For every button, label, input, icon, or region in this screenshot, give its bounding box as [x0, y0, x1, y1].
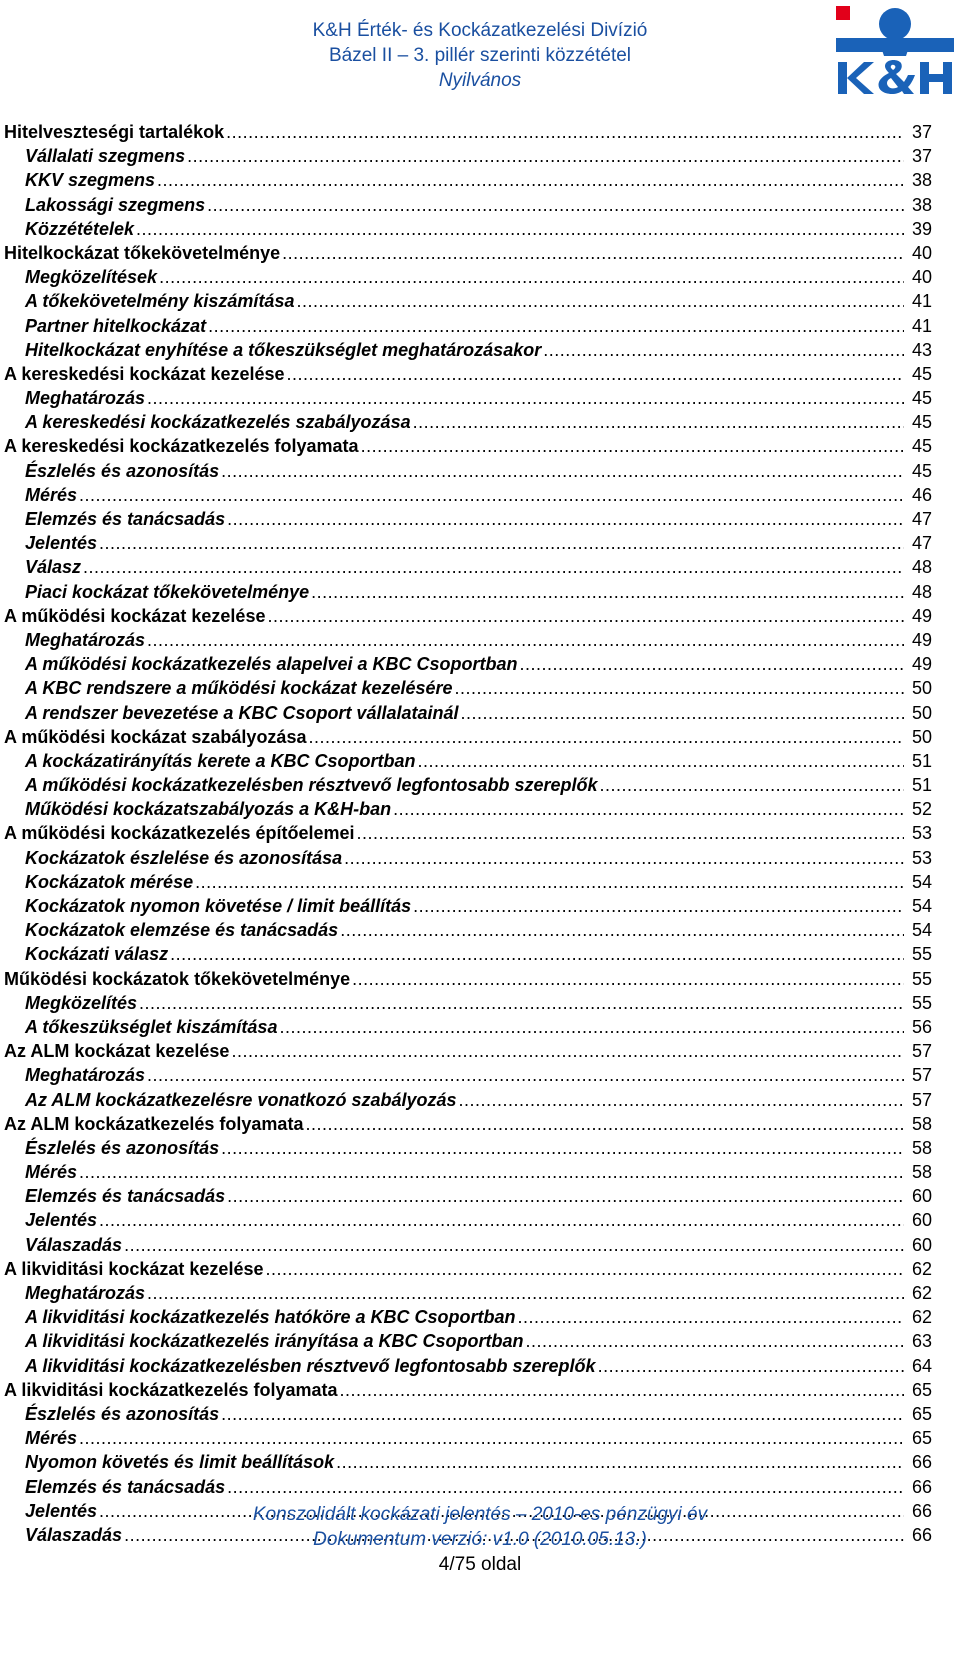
toc-entry-title: Kockázatok nyomon követése / limit beállítás	[25, 896, 412, 916]
toc-entry[interactable]	[4, 918, 932, 942]
toc-entry[interactable]	[4, 652, 932, 676]
toc-entry-title: A működési kockázat szabályozása	[4, 726, 307, 747]
toc-entry-page: 49	[911, 605, 932, 626]
toc-entry[interactable]	[4, 1305, 932, 1329]
toc-entry[interactable]	[4, 628, 932, 652]
toc-dot-leader	[361, 434, 904, 458]
toc-entry-page: 47	[911, 533, 932, 554]
toc-dot-leader	[357, 821, 905, 845]
toc-entry-title: Elemzés és tanácsadás	[25, 1476, 226, 1497]
toc-entry-title: Az ALM kockázatkezelés folyamata	[4, 1113, 304, 1134]
toc-entry-page: 41	[911, 291, 932, 312]
toc-dot-leader	[159, 265, 904, 289]
toc-dot-leader	[147, 1063, 904, 1087]
toc-entry[interactable]	[4, 314, 932, 338]
toc-entry-title: Lakossági szegmens	[25, 194, 206, 215]
toc-entry-title: Válaszadás	[25, 1234, 123, 1255]
toc-entry[interactable]	[4, 701, 932, 725]
toc-entry-page: 53	[911, 847, 932, 868]
toc-dot-leader	[526, 1329, 904, 1353]
toc-entry[interactable]	[4, 338, 932, 362]
report-title: Konszolidált kockázati jelentés – 2010-es pénzügyi év	[252, 1504, 708, 1525]
toc-entry-title: A kereskedési kockázat kezelése	[4, 363, 285, 384]
toc-entry-title: A likviditási kockázatkezelés hatóköre a KBC Csoportban	[25, 1307, 516, 1328]
toc-entry[interactable]	[4, 846, 932, 870]
toc-dot-leader	[99, 531, 904, 555]
toc-entry-title: KKV szegmens	[25, 170, 156, 191]
toc-entry-page: 40	[911, 267, 932, 288]
toc-entry-page: 65	[911, 1379, 932, 1400]
toc-dot-leader	[600, 773, 904, 797]
toc-dot-leader	[227, 1475, 904, 1499]
toc-entry[interactable]	[4, 410, 932, 434]
toc-entry-title: Válaszadás	[25, 1524, 123, 1545]
toc-entry[interactable]	[4, 1450, 932, 1474]
toc-entry[interactable]	[4, 1015, 932, 1039]
toc-dot-leader	[265, 1257, 904, 1281]
toc-entry-page: 54	[911, 871, 932, 892]
toc-entry-title: A működési kockázatkezelésben résztvevő legfontosabb szereplők	[25, 775, 598, 796]
toc-dot-leader	[455, 676, 904, 700]
toc-entry-page: 37	[911, 122, 932, 142]
toc-entry-page: 60	[911, 1210, 932, 1231]
toc-entry-title: Jelentés	[25, 1210, 98, 1231]
toc-entry-title: A likviditási kockázatkezelés folyamata	[4, 1379, 338, 1400]
toc-entry-title: Észlelés és azonosítás	[25, 1137, 220, 1158]
toc-entry-title: Hitelkockázat enyhítése a tőkeszükséglet meghatározásakor	[25, 339, 542, 360]
toc-entry-page: 56	[911, 1016, 932, 1037]
toc-entry-title: A likviditási kockázat kezelése	[4, 1258, 264, 1279]
toc-entry-page: 60	[911, 1234, 932, 1255]
toc-entry[interactable]	[4, 507, 932, 531]
toc-entry-title: Mérés	[25, 484, 78, 505]
toc-entry[interactable]	[4, 942, 932, 966]
toc-dot-leader	[79, 1426, 904, 1450]
toc-entry[interactable]	[4, 1257, 932, 1281]
toc-entry[interactable]	[4, 580, 932, 604]
toc-entry[interactable]	[4, 604, 932, 628]
toc-entry[interactable]	[4, 1208, 932, 1232]
toc-entry-page: 58	[911, 1162, 932, 1183]
toc-entry-title: Mérés	[25, 1162, 78, 1183]
toc-dot-leader	[83, 555, 904, 579]
toc-entry-page: 55	[911, 968, 932, 989]
toc-entry[interactable]	[4, 1402, 932, 1426]
toc-entry-title: A tőkekövetelmény kiszámítása	[25, 291, 295, 312]
toc-entry[interactable]	[4, 386, 932, 410]
toc-entry-title: Jelentés	[25, 1500, 98, 1521]
toc-entry-title: Elemzés és tanácsadás	[25, 1186, 226, 1207]
toc-dot-leader	[543, 338, 904, 362]
toc-dot-leader	[139, 991, 904, 1015]
toc-dot-leader	[147, 386, 904, 410]
toc-entry-page: 65	[911, 1403, 932, 1424]
toc-entry[interactable]	[4, 168, 932, 192]
toc-entry-title: Működési kockázatszabályozás a K&H-ban	[25, 799, 392, 820]
toc-entry-page: 66	[911, 1452, 932, 1473]
toc-dot-leader	[305, 1112, 904, 1136]
toc-entry-page: 65	[911, 1428, 932, 1449]
table-of-contents	[4, 120, 932, 1547]
toc-dot-leader	[231, 1039, 904, 1063]
toc-entry-page: 57	[911, 1041, 932, 1062]
toc-dot-leader	[187, 144, 904, 168]
toc-entry[interactable]	[4, 1160, 932, 1184]
toc-entry[interactable]	[4, 991, 932, 1015]
toc-dot-leader	[170, 942, 904, 966]
toc-entry-page: 47	[911, 509, 932, 529]
toc-entry[interactable]	[4, 555, 932, 579]
toc-entry-title: Az ALM kockázatkezelésre vonatkozó szabályozás	[25, 1089, 457, 1110]
toc-entry-title: Kockázati válasz	[25, 944, 169, 965]
toc-entry-title: A likviditási kockázatkezelés irányítása a KBC Csoportban	[25, 1331, 524, 1352]
toc-entry-title: Megközelítés	[25, 992, 138, 1013]
toc-entry-page: 45	[911, 412, 932, 433]
toc-entry-title: Meghatározás	[25, 1065, 146, 1086]
toc-dot-leader	[518, 1305, 905, 1329]
toc-dot-leader	[336, 1450, 904, 1474]
toc-entry-page: 45	[911, 388, 932, 409]
toc-entry-title: Észlelés és azonosítás	[25, 1403, 220, 1424]
toc-entry-page: 45	[911, 363, 932, 384]
toc-dot-leader	[413, 410, 904, 434]
toc-entry-title: Az ALM kockázat kezelése	[4, 1041, 230, 1062]
toc-entry[interactable]	[4, 870, 932, 894]
toc-entry[interactable]	[4, 217, 932, 241]
toc-dot-leader	[308, 725, 904, 749]
toc-dot-leader	[598, 1354, 904, 1378]
toc-entry-page: 37	[911, 146, 932, 167]
toc-entry-title: Meghatározás	[25, 388, 146, 409]
toc-dot-leader	[282, 241, 904, 265]
toc-entry-title: Jelentés	[25, 533, 98, 554]
division-name: K&H Érték- és Kockázatkezelési Divízió	[312, 20, 648, 41]
toc-dot-leader	[296, 289, 904, 313]
toc-dot-leader	[352, 967, 904, 991]
toc-entry-page: 39	[911, 218, 932, 239]
toc-entry-title: Meghatározás	[25, 629, 146, 650]
toc-entry-title: Kockázatok mérése	[25, 871, 194, 892]
toc-entry-page: 41	[911, 315, 932, 336]
page-footer	[180, 1502, 780, 1577]
toc-entry-page: 48	[911, 581, 932, 602]
toc-entry-title: Hitelkockázat tőkekövetelménye	[4, 242, 281, 263]
toc-entry-page: 49	[911, 654, 932, 675]
toc-dot-leader	[287, 362, 904, 386]
toc-dot-leader	[311, 580, 904, 604]
toc-entry-title: A működési kockázatkezelés építőelemei	[4, 823, 355, 844]
toc-entry[interactable]	[4, 289, 932, 313]
toc-entry-page: 40	[911, 242, 932, 263]
toc-entry-title: A KBC rendszere a működési kockázat kezelésére	[25, 678, 453, 699]
toc-entry[interactable]	[4, 1354, 932, 1378]
toc-entry-title: Kockázatok elemzése és tanácsadás	[25, 920, 339, 941]
toc-entry-page: 57	[911, 1089, 932, 1110]
toc-entry-page: 43	[911, 339, 932, 360]
toc-entry-page: 38	[911, 194, 932, 215]
toc-entry[interactable]	[4, 265, 932, 289]
toc-entry-page: 64	[911, 1355, 932, 1376]
page-header	[0, 0, 960, 110]
toc-entry[interactable]	[4, 1039, 932, 1063]
toc-entry[interactable]	[4, 1281, 932, 1305]
toc-entry[interactable]	[4, 749, 932, 773]
toc-entry-page: 58	[911, 1137, 932, 1158]
toc-entry-page: 53	[911, 823, 932, 844]
toc-entry-page: 50	[911, 678, 932, 699]
toc-dot-leader	[227, 1184, 904, 1208]
toc-dot-leader	[340, 918, 904, 942]
toc-dot-leader	[227, 507, 904, 531]
toc-entry[interactable]	[4, 725, 932, 749]
toc-entry[interactable]	[4, 1088, 932, 1112]
toc-dot-leader	[221, 1136, 904, 1160]
toc-entry-page: 66	[911, 1500, 932, 1521]
toc-dot-leader	[79, 483, 904, 507]
classification-label: Nyilvános	[438, 70, 522, 91]
toc-entry-page: 62	[911, 1283, 932, 1303]
toc-entry-title: Működési kockázatok tőkekövetelménye	[4, 968, 351, 989]
toc-entry-title: Partner hitelkockázat	[25, 315, 207, 336]
toc-entry-title: Megközelítések	[25, 267, 158, 288]
toc-entry-page: 48	[911, 557, 932, 578]
toc-entry[interactable]	[4, 797, 932, 821]
toc-entry-title: A rendszer bevezetése a KBC Csoport vállalatainál	[25, 702, 459, 723]
toc-dot-leader	[459, 1088, 905, 1112]
toc-dot-leader	[157, 168, 904, 192]
toc-entry-title: Elemzés és tanácsadás	[25, 509, 226, 529]
toc-entry[interactable]	[4, 1233, 932, 1257]
toc-entry-page: 50	[911, 702, 932, 723]
page-number: 4/75 oldal	[438, 1554, 522, 1575]
toc-entry[interactable]	[4, 1329, 932, 1353]
toc-entry-title: A kockázatirányítás kerete a KBC Csoportban	[25, 750, 416, 771]
toc-entry-page: 54	[911, 896, 932, 916]
toc-entry[interactable]	[4, 120, 932, 144]
toc-dot-leader	[221, 459, 904, 483]
toc-entry-title: Közzétételek	[25, 218, 135, 239]
toc-entry-page: 52	[911, 799, 932, 820]
toc-dot-leader	[344, 846, 904, 870]
toc-entry-title: Válasz	[25, 557, 82, 578]
toc-dot-leader	[136, 217, 904, 241]
toc-entry-page: 60	[911, 1186, 932, 1207]
toc-entry-page: 55	[911, 992, 932, 1013]
toc-entry[interactable]	[4, 1378, 932, 1402]
toc-dot-leader	[147, 1281, 904, 1305]
toc-entry-title: Meghatározás	[25, 1283, 146, 1303]
toc-entry-title: A kereskedési kockázatkezelés szabályozása	[25, 412, 411, 433]
toc-entry-page: 54	[911, 920, 932, 941]
toc-entry[interactable]	[4, 434, 932, 458]
toc-entry-page: 51	[911, 775, 932, 796]
toc-entry-page: 46	[911, 484, 932, 505]
toc-dot-leader	[147, 628, 904, 652]
toc-entry-title: A működési kockázat kezelése	[4, 605, 266, 626]
toc-entry[interactable]	[4, 459, 932, 483]
toc-entry[interactable]	[4, 676, 932, 700]
toc-entry-page: 62	[911, 1258, 932, 1279]
toc-dot-leader	[99, 1208, 904, 1232]
toc-dot-leader	[520, 652, 904, 676]
toc-dot-leader	[207, 193, 904, 217]
toc-entry-title: A likviditási kockázatkezelésben résztvevő legfontosabb szereplők	[25, 1355, 596, 1376]
toc-dot-leader	[208, 314, 904, 338]
toc-entry[interactable]	[4, 773, 932, 797]
toc-dot-leader	[267, 604, 904, 628]
toc-dot-leader	[226, 120, 904, 144]
toc-entry-title: A kereskedési kockázatkezelés folyamata	[4, 436, 359, 457]
kh-logo-icon	[834, 4, 956, 98]
toc-entry-title: Észlelés és azonosítás	[25, 460, 220, 481]
toc-entry-title: Kockázatok észlelése és azonosítása	[25, 847, 343, 868]
toc-entry[interactable]	[4, 483, 932, 507]
toc-entry[interactable]	[4, 362, 932, 386]
toc-entry[interactable]	[4, 967, 932, 991]
toc-entry[interactable]	[4, 1136, 932, 1160]
toc-dot-leader	[417, 749, 904, 773]
toc-entry-title: A tőkeszükséglet kiszámítása	[25, 1016, 278, 1037]
toc-entry-page: 50	[911, 726, 932, 747]
toc-dot-leader	[279, 1015, 904, 1039]
toc-entry-page: 38	[911, 170, 932, 191]
toc-entry-page: 57	[911, 1065, 932, 1086]
toc-entry-page: 45	[911, 460, 932, 481]
toc-entry-title: Piaci kockázat tőkekövetelménye	[25, 581, 310, 602]
toc-dot-leader	[393, 797, 904, 821]
toc-entry-title: Nyomon követés és limit beállítások	[25, 1452, 335, 1473]
toc-entry-page: 58	[911, 1113, 932, 1134]
document-version: Dokumentum verzió: v1.0 (2010.05.13.)	[313, 1529, 647, 1550]
toc-entry[interactable]	[4, 821, 932, 845]
document-subject: Bázel II – 3. pillér szerinti közzététel	[328, 45, 632, 66]
toc-dot-leader	[340, 1378, 904, 1402]
toc-entry-page: 63	[911, 1331, 932, 1352]
toc-dot-leader	[221, 1402, 904, 1426]
toc-entry-page: 66	[911, 1524, 932, 1545]
toc-entry[interactable]	[4, 1112, 932, 1136]
toc-entry[interactable]	[4, 894, 932, 918]
toc-dot-leader	[124, 1233, 904, 1257]
toc-entry-title: Hitelveszteségi tartalékok	[4, 122, 225, 142]
toc-dot-leader	[195, 870, 904, 894]
toc-entry-page: 45	[911, 436, 932, 457]
toc-entry[interactable]	[4, 1184, 932, 1208]
toc-dot-leader	[461, 701, 905, 725]
toc-entry[interactable]	[4, 1426, 932, 1450]
toc-entry[interactable]	[4, 241, 932, 265]
toc-entry-page: 55	[911, 944, 932, 965]
toc-entry[interactable]	[4, 1063, 932, 1087]
toc-entry[interactable]	[4, 193, 932, 217]
toc-entry-page: 49	[911, 629, 932, 650]
toc-entry-title: Vállalati szegmens	[25, 146, 186, 167]
toc-entry-title: Mérés	[25, 1428, 78, 1449]
toc-entry[interactable]	[4, 1475, 932, 1499]
toc-entry-title: A működési kockázatkezelés alapelvei a KBC Csoportban	[25, 654, 518, 675]
toc-entry[interactable]	[4, 144, 932, 168]
toc-dot-leader	[413, 894, 904, 918]
toc-dot-leader	[79, 1160, 904, 1184]
toc-entry[interactable]	[4, 531, 932, 555]
header-text	[240, 18, 720, 93]
toc-entry-page: 62	[911, 1307, 932, 1328]
toc-entry-page: 51	[911, 750, 932, 771]
toc-entry-page: 66	[911, 1476, 932, 1497]
